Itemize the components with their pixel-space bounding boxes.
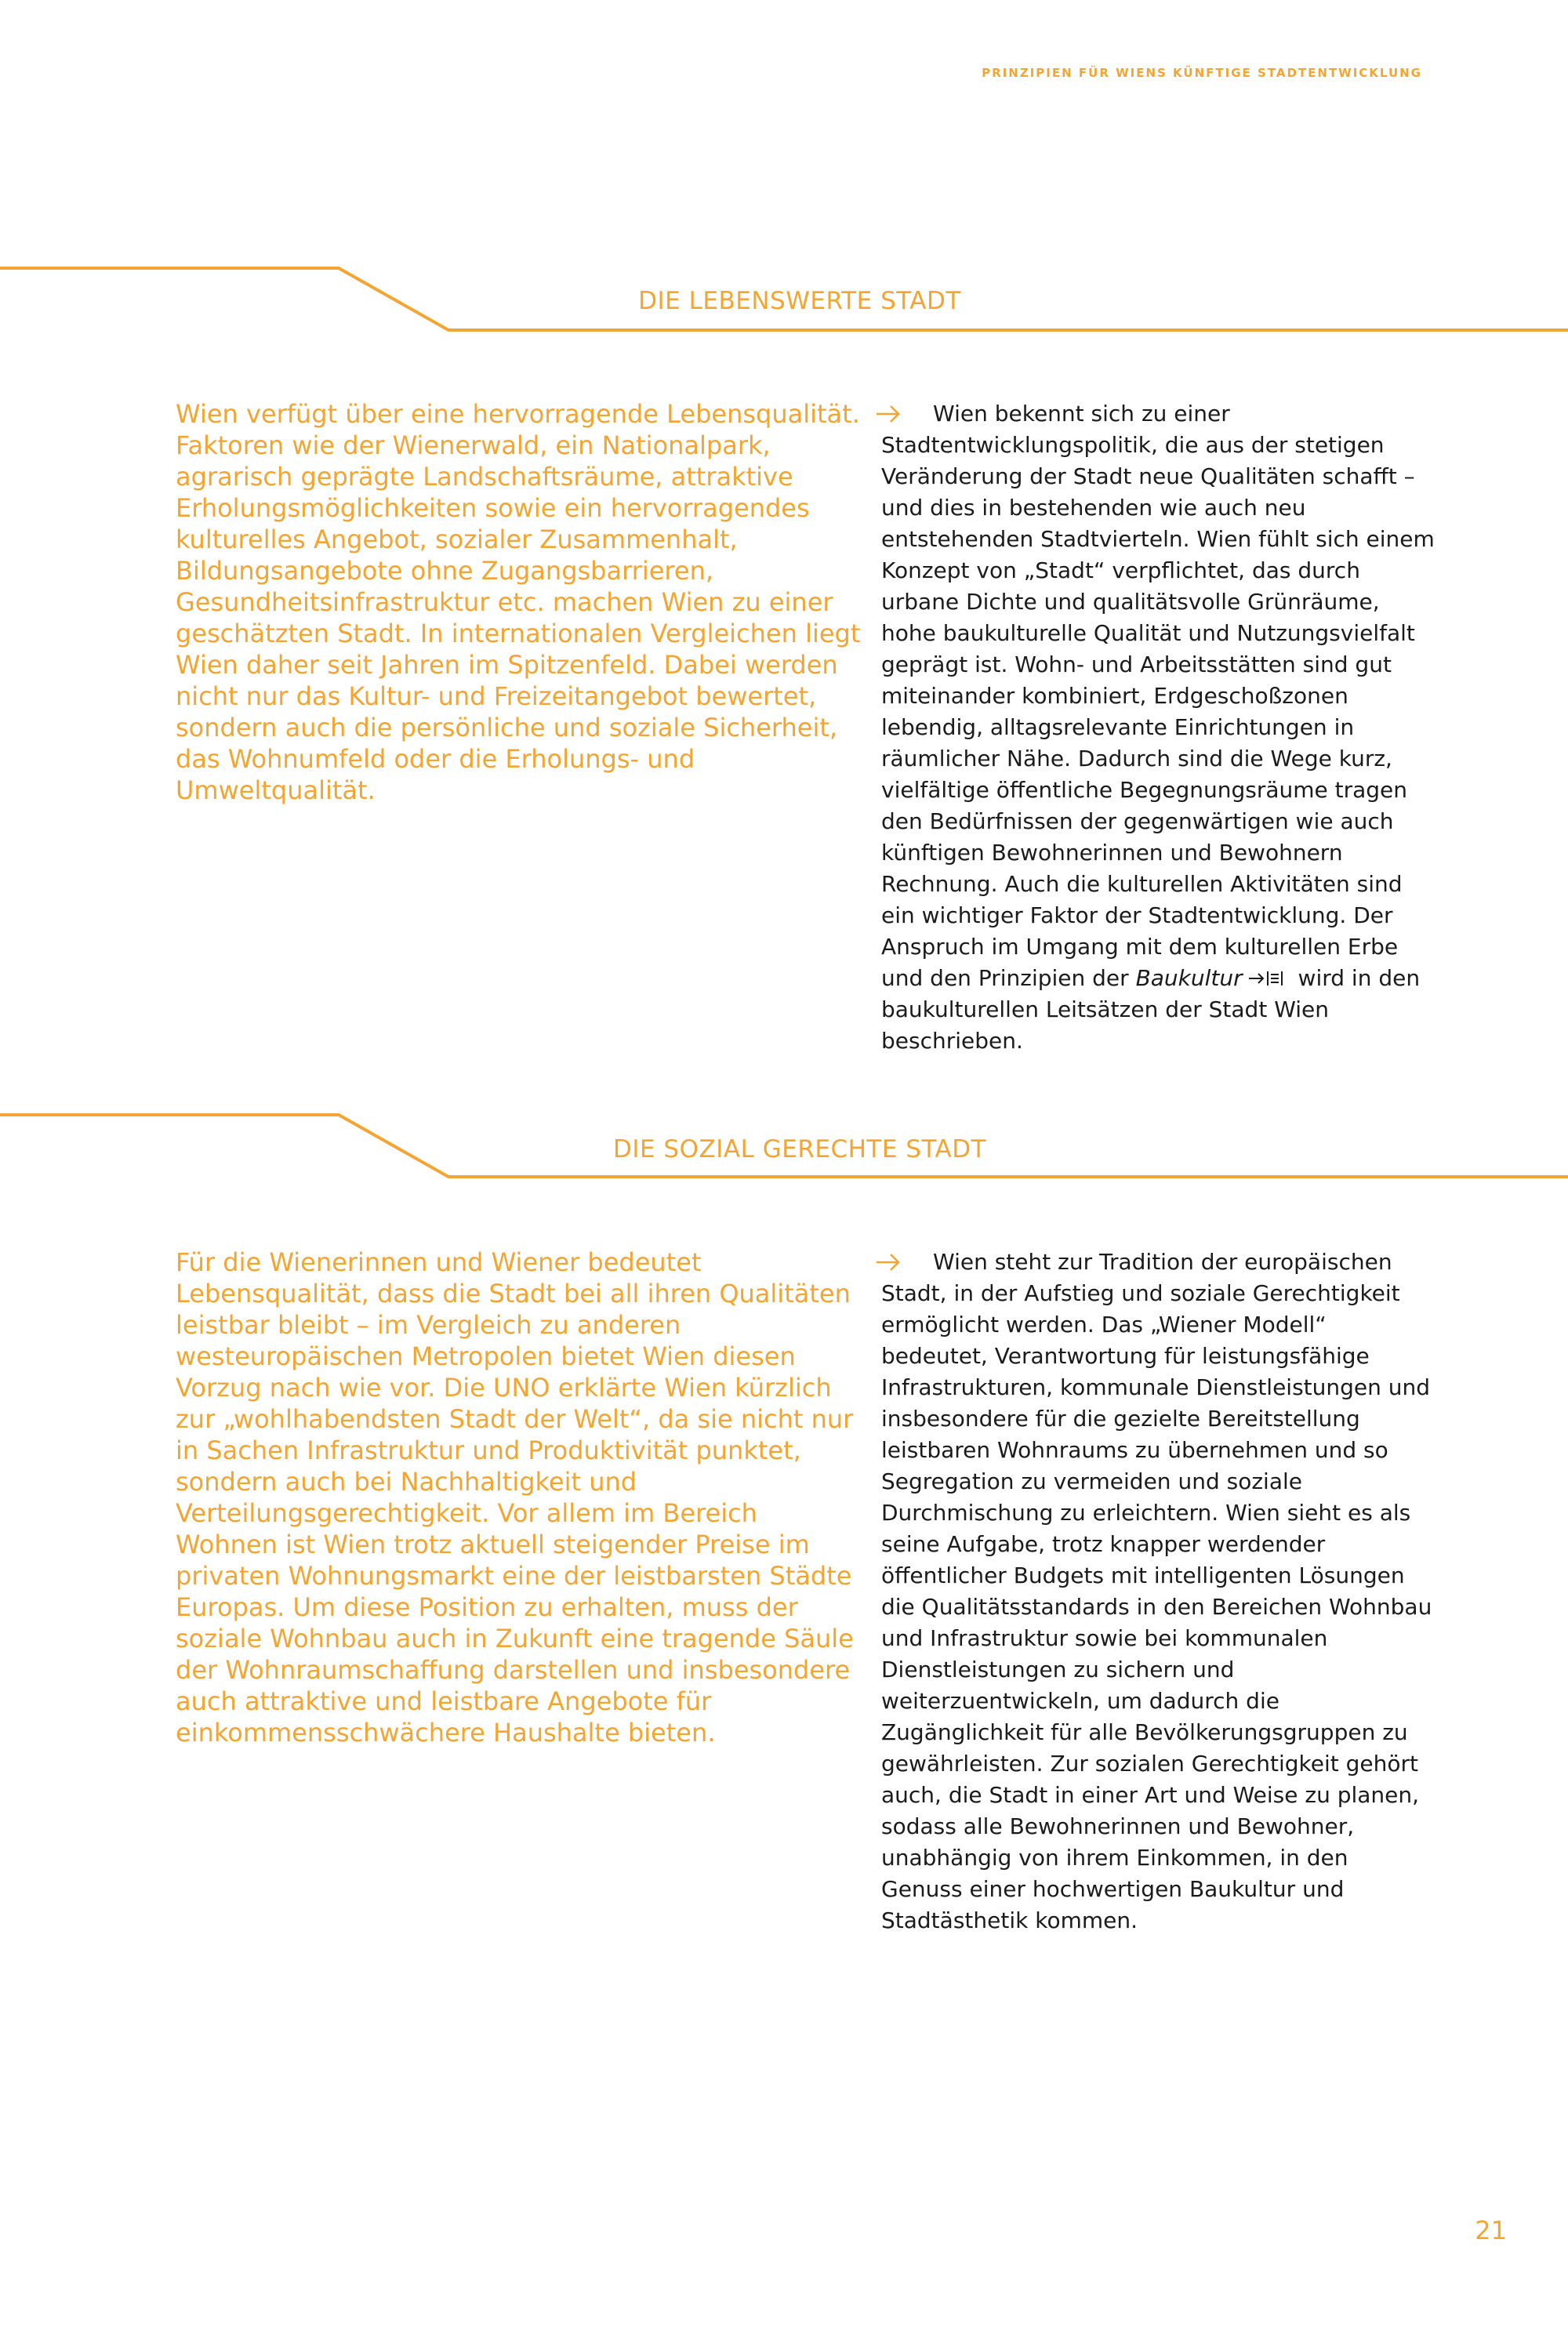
lead-paragraph: Wien verfügt über eine hervorragende Lebensqualität. Faktoren wie der Wienerwald, ein Nationalpark, agrarisch geprägte Landschaftsräume, attraktive Erholungsmöglichkeiten sowie ein hervorragendes kulturelles Angebot, sozialer Zusammenhalt, Bildungsangebote ohne Zugangsbarrieren, Gesundheitsinfrastruktur etc. machen Wien zu einer geschätzten Stadt. In internationalen Vergleichen liegt Wien daher seit Jahren im Spitzenfeld. Dabei werden nicht nur das Kultur- und Freizeitangebot bewertet, sondern auch die persönliche und soziale Sicherheit, das Wohnumfeld oder die Erholungs- und Umweltqualität.: [176, 399, 861, 805]
glossary-reference-icon[interactable]: [1243, 968, 1291, 989]
body-column: [873, 1247, 1435, 1936]
arrow-right-icon: [873, 1247, 905, 1278]
body-text-run: wird in den baukulturellen Leitsätzen der Stadt Wien beschrieben.: [881, 965, 1421, 1054]
lead-paragraph: Für die Wienerinnen und Wiener bedeutet Lebensqualität, dass die Stadt bei all ihren Qualitäten leistbar bleibt – im Vergleich zu anderen westeuropäischen Metropolen bietet Wien diesen Vorzug nach wie vor. Die UNO erklärte Wien kürzlich zur „wohlhabendsten Stadt der Welt“, da sie nicht nur in Sachen Infrastruktur und Produktivität punktet, sondern auch bei Nachhaltigkeit und Verteilungsgerechtigkeit. Vor allem im Bereich Wohnen ist Wien trotz aktuell steigender Preise im privaten Wohnungsmarkt eine der leistbarsten Städte Europas. Um diese Position zu erhalten, muss der soziale Wohnbau auch in Zukunft eine tragende Säule der Wohnraumschaffung darstellen und insbesondere auch attraktive und leistbare Angebote für einkommensschwächere Haushalte bieten.: [176, 1247, 854, 1748]
glossary-term-link[interactable]: Baukultur: [1135, 965, 1243, 991]
arrow-right-icon: [873, 398, 905, 430]
page-number: 21: [1475, 2216, 1507, 2245]
section-title: DIE LEBENSWERTE STADT: [638, 287, 961, 315]
section-title: DIE SOZIAL GERECHTE STADT: [612, 1135, 987, 1163]
body-paragraph: Wien steht zur Tradition der europäischen Stadt, in der Aufstieg und soziale Gerechtigkeit ermöglicht werden. Das „Wiener Modell“ bedeutet, Verantwortung für leistungsfähige Infrastrukturen, kommunale Dienstleistungen und insbesondere für die gezielte Bereitstellung leistbaren Wohnraums zu übernehmen und so Segregation zu vermeiden und soziale Durchmischung zu erleichtern. Wien sieht es als seine Aufgabe, trotz knapper werdender öffentlicher Budgets mit intelligenten Lösungen die Qualitätsstandards in den Bereichen Wohnbau und Infrastruktur sowie bei kommunalen Dienstleistungen zu sichern und weiterzuentwickeln, um dadurch die Zugänglichkeit für alle Bevölkerungsgruppen zu gewährleisten. Zur sozialen Gerechtigkeit gehört auch, die Stadt in einer Art und Weise zu planen, sodass alle Bewohnerinnen und Bewohner, unabhängig von ihrem Einkommen, in den Genuss einer hochwertigen Baukultur und Stadtästhetik kommen.: [881, 1249, 1432, 1933]
body-column: [873, 398, 1435, 1057]
body-paragraph: [873, 398, 1435, 1057]
body-text-run: Wien bekennt sich zu einer Stadtentwicklungspolitik, die aus der stetigen Veränderung der Stadt neue Qualitäten schafft – und dies in bestehenden wie auch neu entstehenden Stadtvierteln. Wien fühlt sich einem Konzept von „Stadt“ verpflichtet, das durch urbane Dichte und qualitätsvolle Grünräume, hohe baukulturelle Qualität und Nutzungsvielfalt geprägt ist. Wohn- und Arbeitsstätten sind gut miteinander kombiniert, Erdgeschoßzonen lebendig, alltagsrelevante Einrichtungen in räumlicher Nähe. Dadurch sind die Wege kurz, vielfältige öffentliche Begegnungsräume tragen den Bedürfnissen der gegenwärtigen wie auch künftigen Bewohnerinnen und Bewohnern Rechnung. Auch die kulturellen Aktivitäten sind ein wichtiger Faktor der Stadtentwicklung. Der Anspruch im Umgang mit dem kulturellen Erbe und den Prinzipien der: [881, 401, 1435, 991]
running-header: PRINZIPIEN FÜR WIENS KÜNFTIGE STADTENTWICKLUNG: [982, 66, 1422, 80]
